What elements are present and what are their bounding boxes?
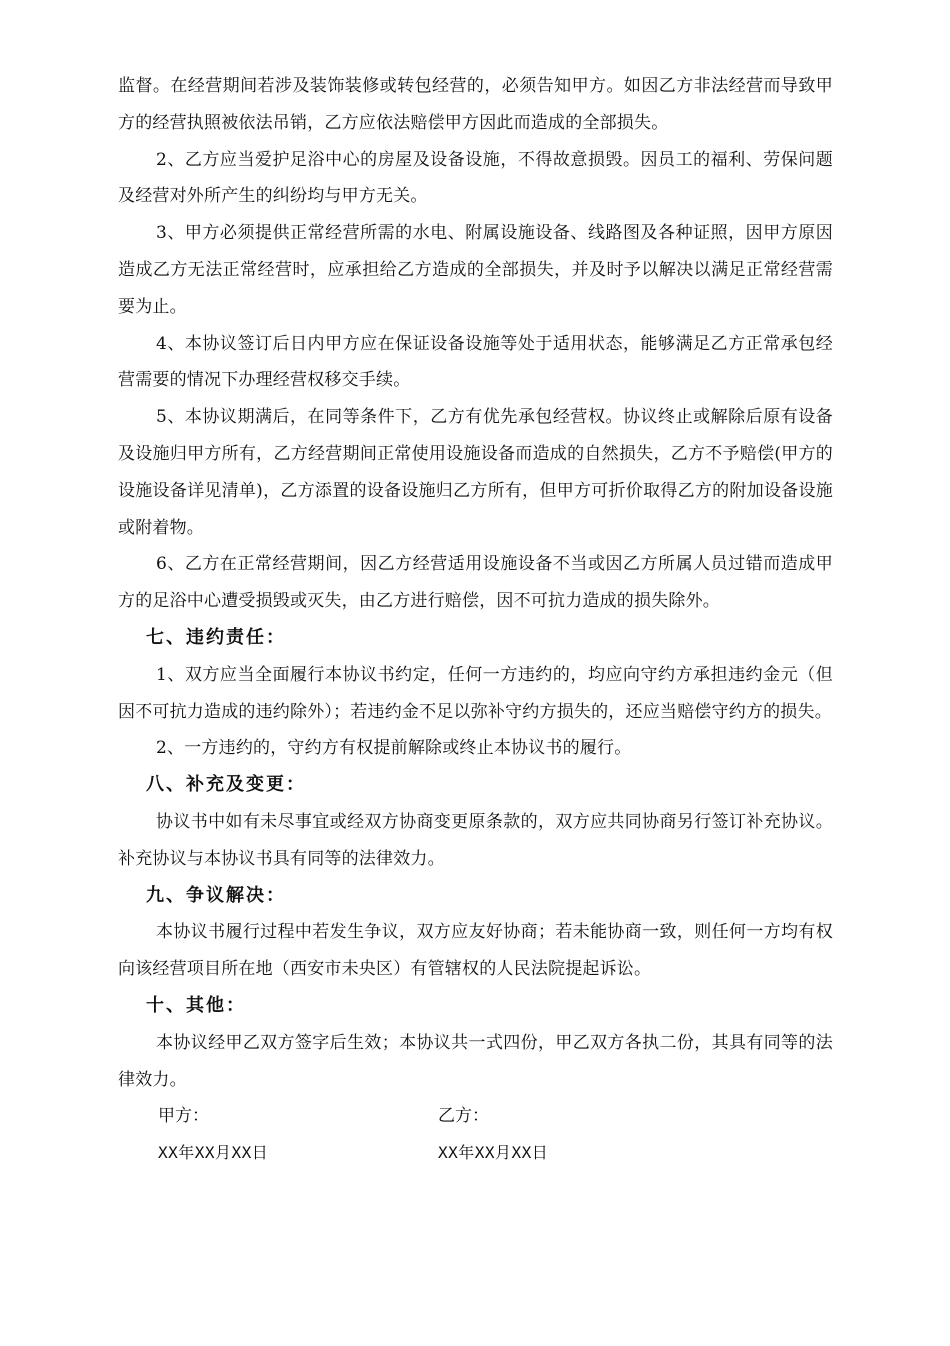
section-heading-other: 十、其他： <box>146 994 246 1016</box>
signature-label-row <box>118 1098 833 1135</box>
section-heading-supplement: 八、补充及变更： <box>146 774 306 796</box>
clause-4: 4、本协议签订后日内甲方应在保证设备设施等处于适用状态，能够满足乙方正常承包经营需要的情况下办理经营权移交手续。 <box>118 333 833 391</box>
clause-continuation: 监督。在经营期间若涉及装饰装修或转包经营的，必须告知甲方。如因乙方非法经营而导致甲方的经营执照被依法吊销，乙方应依法赔偿甲方因此而造成的全部损失。 <box>118 76 833 133</box>
breach-clause-1: 1、双方应当全面履行本协议书约定，任何一方违约的，均应向守约方承担违约金元（但因不可抗力造成的违约除外）；若违约金不足以弥补守约方损失的，还应当赔偿守约方的损失。 <box>118 664 833 722</box>
signature-date-row <box>118 1135 833 1172</box>
party-b-date: XX年XX月XX日 <box>438 1143 549 1163</box>
clause-2: 2、乙方应当爱护足浴中心的房屋及设备设施，不得故意损毁。因员工的福利、劳保问题及经营对外所产生的纠纷均与甲方无关。 <box>118 149 833 207</box>
section-heading-breach: 七、违约责任： <box>146 626 286 648</box>
dispute-text: 本协议书履行过程中若发生争议，双方应友好协商；若未能协商一致，则任何一方均有权向该经营项目所在地（西安市未央区）有管辖权的人民法院提起诉讼。 <box>118 922 833 980</box>
supplement-text: 协议书中如有未尽事宜或经双方协商变更原条款的，双方应共同协商另行签订补充协议。补充协议与本协议书具有同等的法律效力。 <box>118 811 833 869</box>
other-text: 本协议经甲乙双方签字后生效；本协议共一式四份，甲乙双方各执二份，其具有同等的法律效力。 <box>118 1032 833 1090</box>
breach-clause-2: 2、一方违约的，守约方有权提前解除或终止本协议书的履行。 <box>156 738 632 759</box>
party-b-label: 乙方： <box>438 1106 489 1127</box>
clause-3: 3、甲方必须提供正常经营所需的水电、附属设施设备、线路图及各种证照，因甲方原因造成乙方无法正常经营时，应承担给乙方造成的全部损失，并及时予以解决以满足正常经营需要为止。 <box>118 223 833 317</box>
party-a-date: XX年XX月XX日 <box>158 1143 269 1163</box>
document-body <box>118 68 833 1172</box>
clause-5: 5、本协议期满后，在同等条件下，乙方有优先承包经营权。协议终止或解除后原有设备及设施归甲方所有，乙方经营期间正常使用设施设备而造成的自然损失，乙方不予赔偿(甲方的设施设备详见清单)，乙方添置的设备设施归乙方所有，但甲方可折价取得乙方的附加设备设施或附着物。 <box>118 407 833 538</box>
section-heading-dispute: 九、争议解决： <box>146 884 286 906</box>
party-a-label: 甲方： <box>158 1106 209 1127</box>
clause-6: 6、乙方在正常经营期间，因乙方经营适用设施设备不当或因乙方所属人员过错而造成甲方的足浴中心遭受损毁或灭失，由乙方进行赔偿，因不可抗力造成的损失除外。 <box>118 554 833 612</box>
